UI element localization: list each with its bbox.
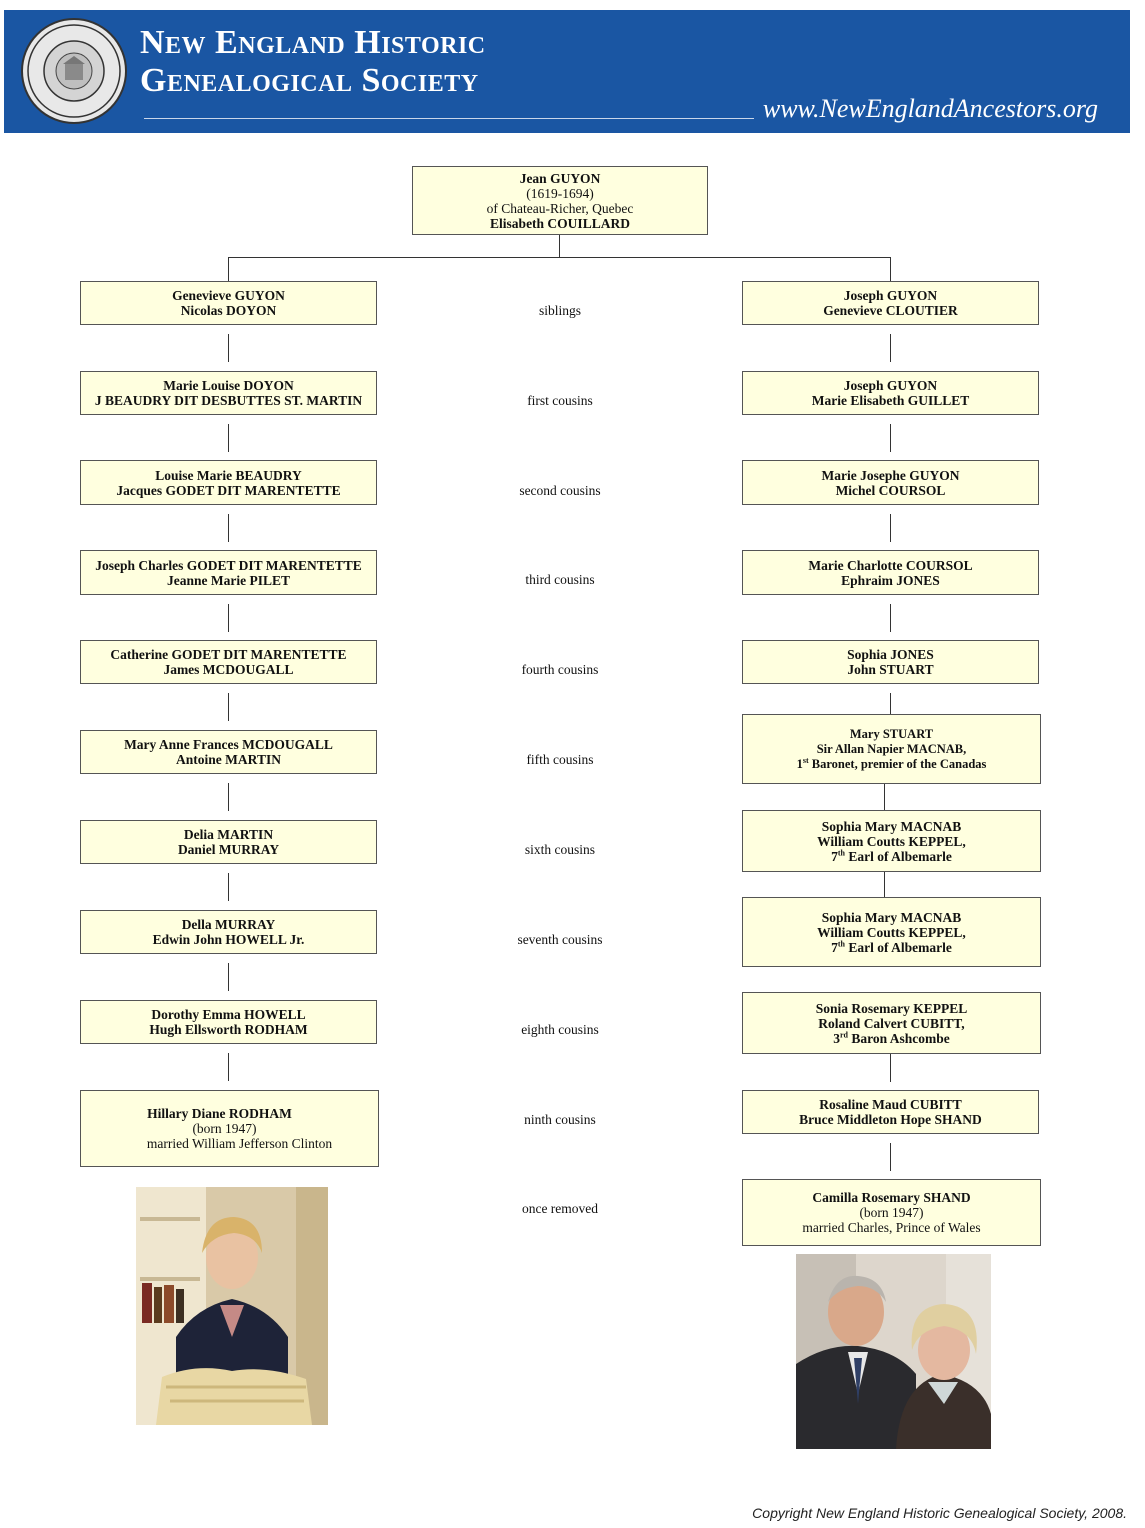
spouse-name: Bruce Middleton Hope SHAND: [799, 1112, 982, 1127]
ordinal-suffix: st: [802, 755, 809, 765]
final-person-box-left: [80, 1090, 379, 1167]
spouse-name: James MCDOUGALL: [163, 662, 294, 677]
connector: [884, 872, 885, 897]
connector: [228, 1053, 229, 1081]
connector: [228, 604, 229, 632]
person-name: Mary Anne Frances MCDOUGALL: [124, 737, 333, 752]
connector: [228, 963, 229, 991]
connector: [228, 257, 891, 258]
person-name: Catherine GODET DIT MARENTETTE: [110, 647, 347, 662]
connector: [890, 604, 891, 632]
connector: [228, 257, 229, 281]
marriage-note: married Charles, Prince of Wales: [802, 1220, 981, 1235]
spouse-name: Jacques GODET DIT MARENTETTE: [116, 482, 341, 498]
title-ordinal: 1: [796, 756, 803, 771]
spouse-name: Antoine MARTIN: [176, 752, 281, 767]
root-name: Jean GUYON: [519, 170, 601, 186]
titled-couple-box: [742, 714, 1041, 784]
relationship-label: third cousins: [525, 572, 595, 587]
society-seal: [21, 18, 127, 124]
root-place: of Chateau-Richer, Quebec: [486, 200, 634, 216]
spouse-name: Daniel MURRAY: [177, 842, 280, 857]
title-ordinal: 3: [833, 1030, 840, 1046]
header-banner: [4, 10, 1130, 133]
couple-box: [80, 1000, 377, 1044]
spouse-title: [831, 849, 952, 864]
connector: [228, 424, 229, 452]
connector: [559, 235, 560, 257]
root-dates: (1619-1694): [526, 185, 594, 201]
spouse-title: [797, 757, 987, 772]
relationship-label: seventh cousins: [517, 932, 603, 947]
person-name: Camilla Rosemary SHAND: [812, 1190, 971, 1205]
couple-box: [80, 820, 377, 864]
ordinal-suffix: th: [837, 939, 845, 948]
relationship-label: second cousins: [519, 483, 601, 498]
relationship-label: first cousins: [527, 393, 593, 408]
title-text: Earl of Albemarle: [845, 939, 952, 955]
title-text: Earl of Albemarle: [845, 848, 952, 864]
connector: [228, 334, 229, 362]
spouse-name: John STUART: [847, 662, 934, 677]
couple-box: [80, 371, 377, 415]
connector: [884, 784, 885, 810]
title-ordinal: 7: [831, 848, 838, 864]
couple-box: [742, 640, 1039, 684]
couple-box: [80, 910, 377, 954]
relationship-label: siblings: [538, 303, 581, 318]
titled-couple-box: [742, 897, 1041, 967]
person-name: Mary STUART: [849, 726, 934, 741]
connector: [228, 783, 229, 811]
spouse-name: Roland Calvert CUBITT,: [818, 1015, 965, 1031]
person-name: Sophia JONES: [847, 647, 934, 662]
connector: [890, 1054, 891, 1082]
person-name: Sophia Mary MACNAB: [821, 818, 962, 834]
spouse-name: Hugh Ellsworth RODHAM: [149, 1022, 308, 1037]
connector: [228, 693, 229, 721]
person-name: Marie Josephe GUYON: [821, 467, 960, 483]
person-name: Genevieve GUYON: [172, 288, 285, 303]
spouse-name: Michel COURSOL: [835, 482, 946, 498]
connector: [890, 334, 891, 362]
couple-box: [742, 371, 1039, 415]
copyright-notice: Copyright New England Historic Genealogical Society, 2008.: [752, 1505, 1127, 1521]
spouse-name: Marie Elisabeth GUILLET: [811, 393, 970, 408]
spouse-name: William Coutts KEPPEL,: [817, 924, 966, 940]
marriage-note: married William Jefferson Clinton: [146, 1136, 333, 1151]
org-name-line1: New England Historic: [140, 24, 486, 61]
birth-year: (born 1947): [192, 1121, 257, 1136]
person-name: Joseph GUYON: [843, 288, 938, 303]
person-name: Dorothy Emma HOWELL: [151, 1007, 306, 1022]
connector: [890, 257, 891, 281]
hillary-clinton-photo: [136, 1187, 328, 1425]
relationship-label: sixth cousins: [524, 842, 596, 857]
titled-couple-box: [742, 810, 1041, 872]
relationship-label: eighth cousins: [521, 1022, 599, 1037]
website-link[interactable]: www.NewEnglandAncestors.org: [762, 94, 1098, 123]
person-name: Joseph GUYON: [843, 378, 938, 393]
person-name: Joseph Charles GODET DIT MARENTETTE: [95, 557, 362, 573]
spouse-name: J BEAUDRY DIT DESBUTTES ST. MARTIN: [94, 393, 363, 408]
connector: [890, 514, 891, 542]
spouse-name: Jeanne Marie PILET: [167, 572, 290, 588]
header-divider: [144, 118, 754, 119]
root-ancestor-box: [412, 166, 708, 235]
person-name: Sophia Mary MACNAB: [821, 909, 962, 925]
spouse-name: Ephraim JONES: [841, 572, 940, 588]
connector: [890, 424, 891, 452]
couple-box: [742, 460, 1039, 505]
org-name-line2: Genealogical Society: [140, 62, 479, 99]
relationship-label: fifth cousins: [526, 752, 594, 767]
person-name: Sonia Rosemary KEPPEL: [815, 1000, 968, 1016]
relationship-label: fourth cousins: [521, 662, 599, 677]
connector: [228, 514, 229, 542]
person-name: Delia MARTIN: [183, 827, 274, 842]
title-text: Baronet, premier of the Canadas: [808, 756, 987, 771]
connector: [890, 693, 891, 714]
spouse-name: Edwin John HOWELL Jr.: [152, 932, 305, 947]
birth-year: (born 1947): [859, 1205, 924, 1220]
couple-box: [742, 1090, 1039, 1134]
title-ordinal: 7: [831, 939, 838, 955]
spouse-name: Sir Allan Napier MACNAB,: [816, 741, 967, 756]
titled-couple-box: [742, 992, 1041, 1054]
couple-box: [80, 281, 377, 325]
connector: [890, 1143, 891, 1171]
connector: [228, 873, 229, 901]
organization-name: [140, 24, 486, 100]
couple-box: [742, 281, 1039, 325]
root-spouse: Elisabeth COUILLARD: [490, 215, 630, 231]
spouse-title: [833, 1031, 950, 1046]
person-name: Rosaline Maud CUBITT: [819, 1097, 962, 1112]
couple-box: [80, 640, 377, 684]
relationship-label: ninth cousins: [524, 1112, 596, 1127]
person-name: Louise Marie BEAUDRY: [155, 467, 302, 483]
title-text: Baron Ashcombe: [847, 1030, 950, 1046]
ordinal-suffix: th: [837, 848, 845, 857]
person-name: Della MURRAY: [181, 917, 276, 932]
relationship-label: once removed: [521, 1201, 599, 1216]
spouse-name: Nicolas DOYON: [180, 303, 277, 318]
couple-box: [742, 550, 1039, 595]
couple-box: [80, 730, 377, 774]
charles-camilla-photo: [796, 1254, 991, 1449]
spouse-name: Genevieve CLOUTIER: [823, 303, 958, 318]
couple-box: [80, 460, 377, 505]
spouse-title: [831, 940, 952, 955]
person-name: Marie Louise DOYON: [163, 378, 294, 393]
couple-box: [80, 550, 377, 595]
ordinal-suffix: rd: [839, 1030, 848, 1039]
spouse-name: William Coutts KEPPEL,: [817, 833, 966, 849]
final-person-box-right: [742, 1179, 1041, 1246]
person-name: Hillary Diane RODHAM: [147, 1106, 292, 1121]
person-name: Marie Charlotte COURSOL: [808, 557, 973, 573]
